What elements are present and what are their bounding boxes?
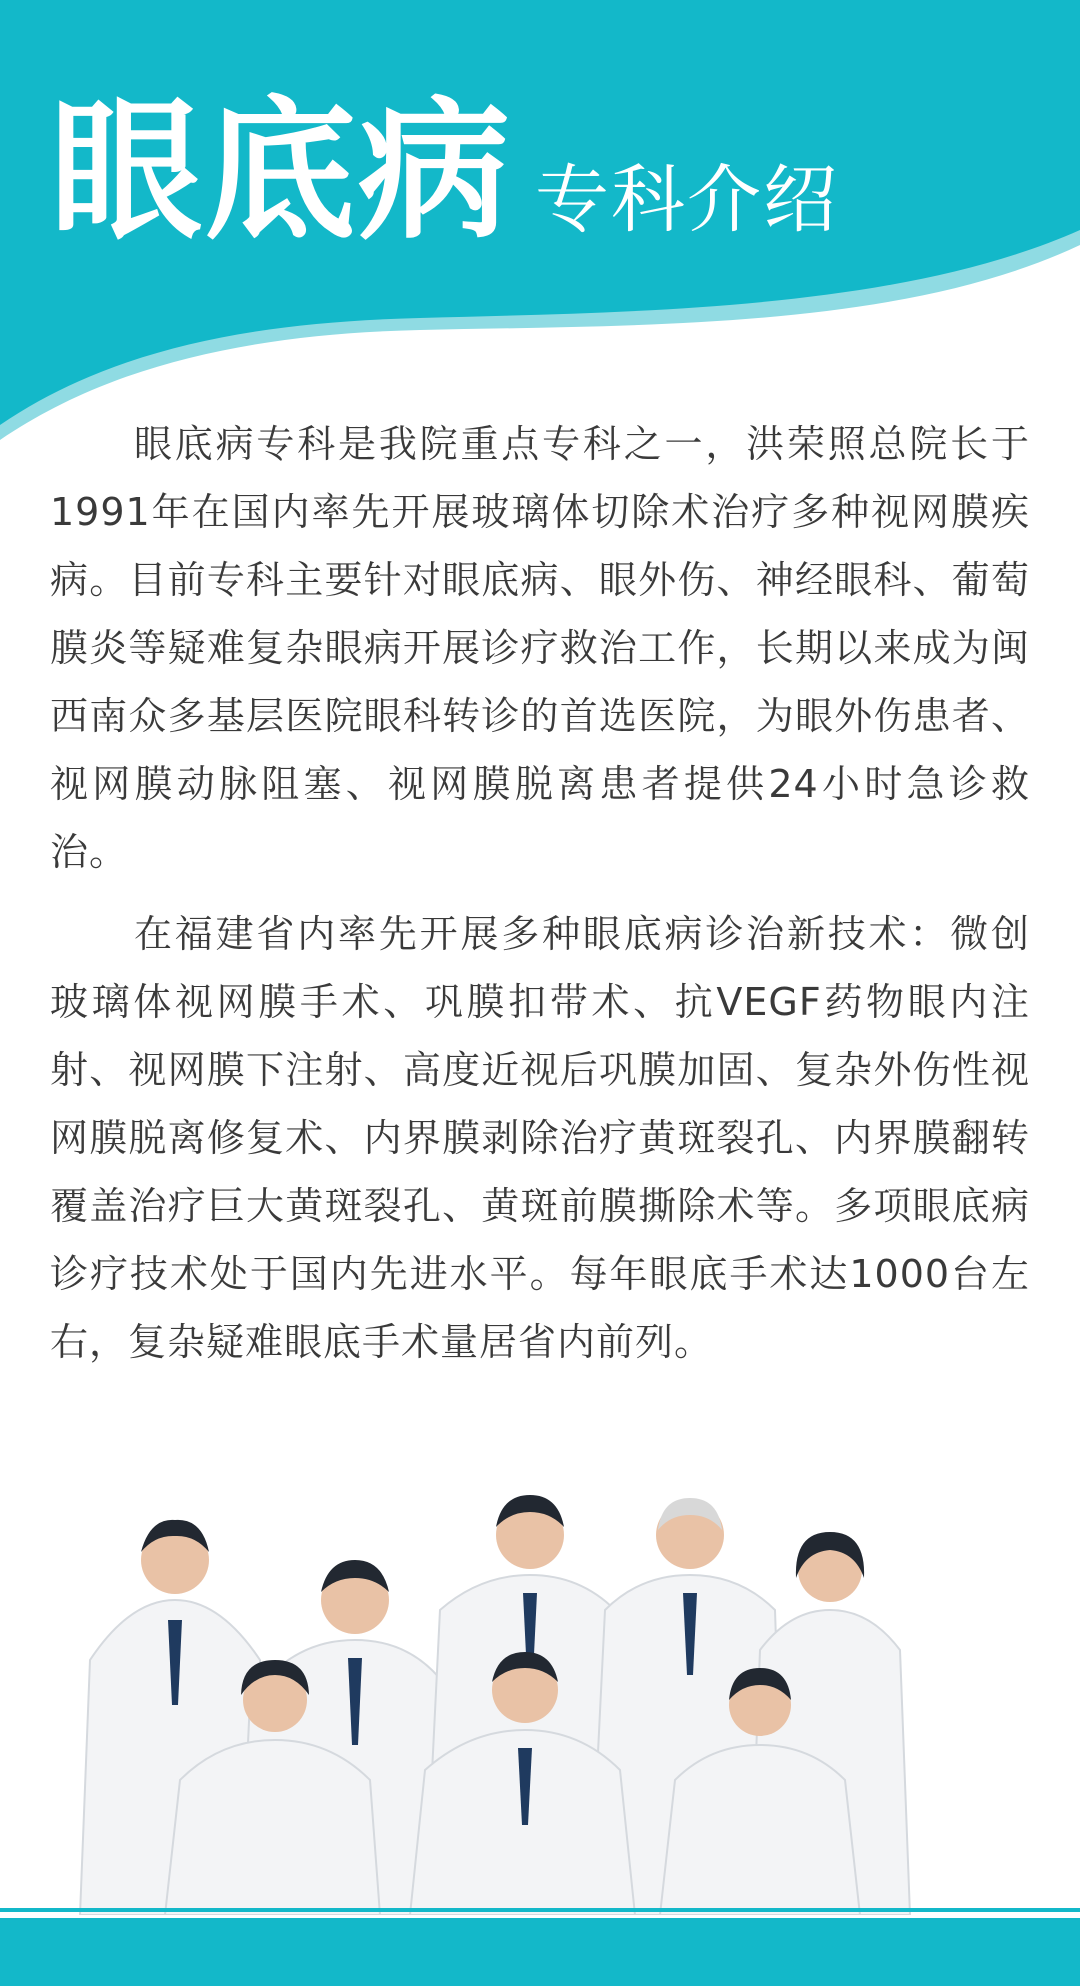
footer-divider <box>0 1908 1080 1912</box>
team-photo <box>70 1490 1040 1915</box>
intro-content <box>50 410 1030 1390</box>
page-subtitle: 专科介绍 <box>535 157 839 243</box>
footer-bar <box>0 1918 1080 1986</box>
page-title: 眼底病 <box>50 83 512 260</box>
intro-paragraph: 眼底病专科是我院重点专科之一，洪荣照总院长于1991年在国内率先开展玻璃体切除术治疗多种视网膜疾病。目前专科主要针对眼底病、眼外伤、神经眼科、葡萄膜炎等疑难复杂眼病开展诊疗救治工作，长期以来成为闽西南众多基层医院眼科转诊的首选医院，为眼外伤患者、视网膜动脉阻塞、视网膜脱离患者提供24小时急诊救治。 <box>50 422 1030 874</box>
techniques-paragraph: 在福建省内率先开展多种眼底病诊治新技术：微创玻璃体视网膜手术、巩膜扣带术、抗VEGF药物眼内注射、视网膜下注射、高度近视后巩膜加固、复杂外伤性视网膜脱离修复术、内界膜剥除治疗黄斑裂孔、内界膜翻转覆盖治疗巨大黄斑裂孔、黄斑前膜撕除术等。多项眼底病诊疗技术处于国内先进水平。每年眼底手术达1000台左右，复杂疑难眼底手术量居省内前列。 <box>50 912 1030 1364</box>
